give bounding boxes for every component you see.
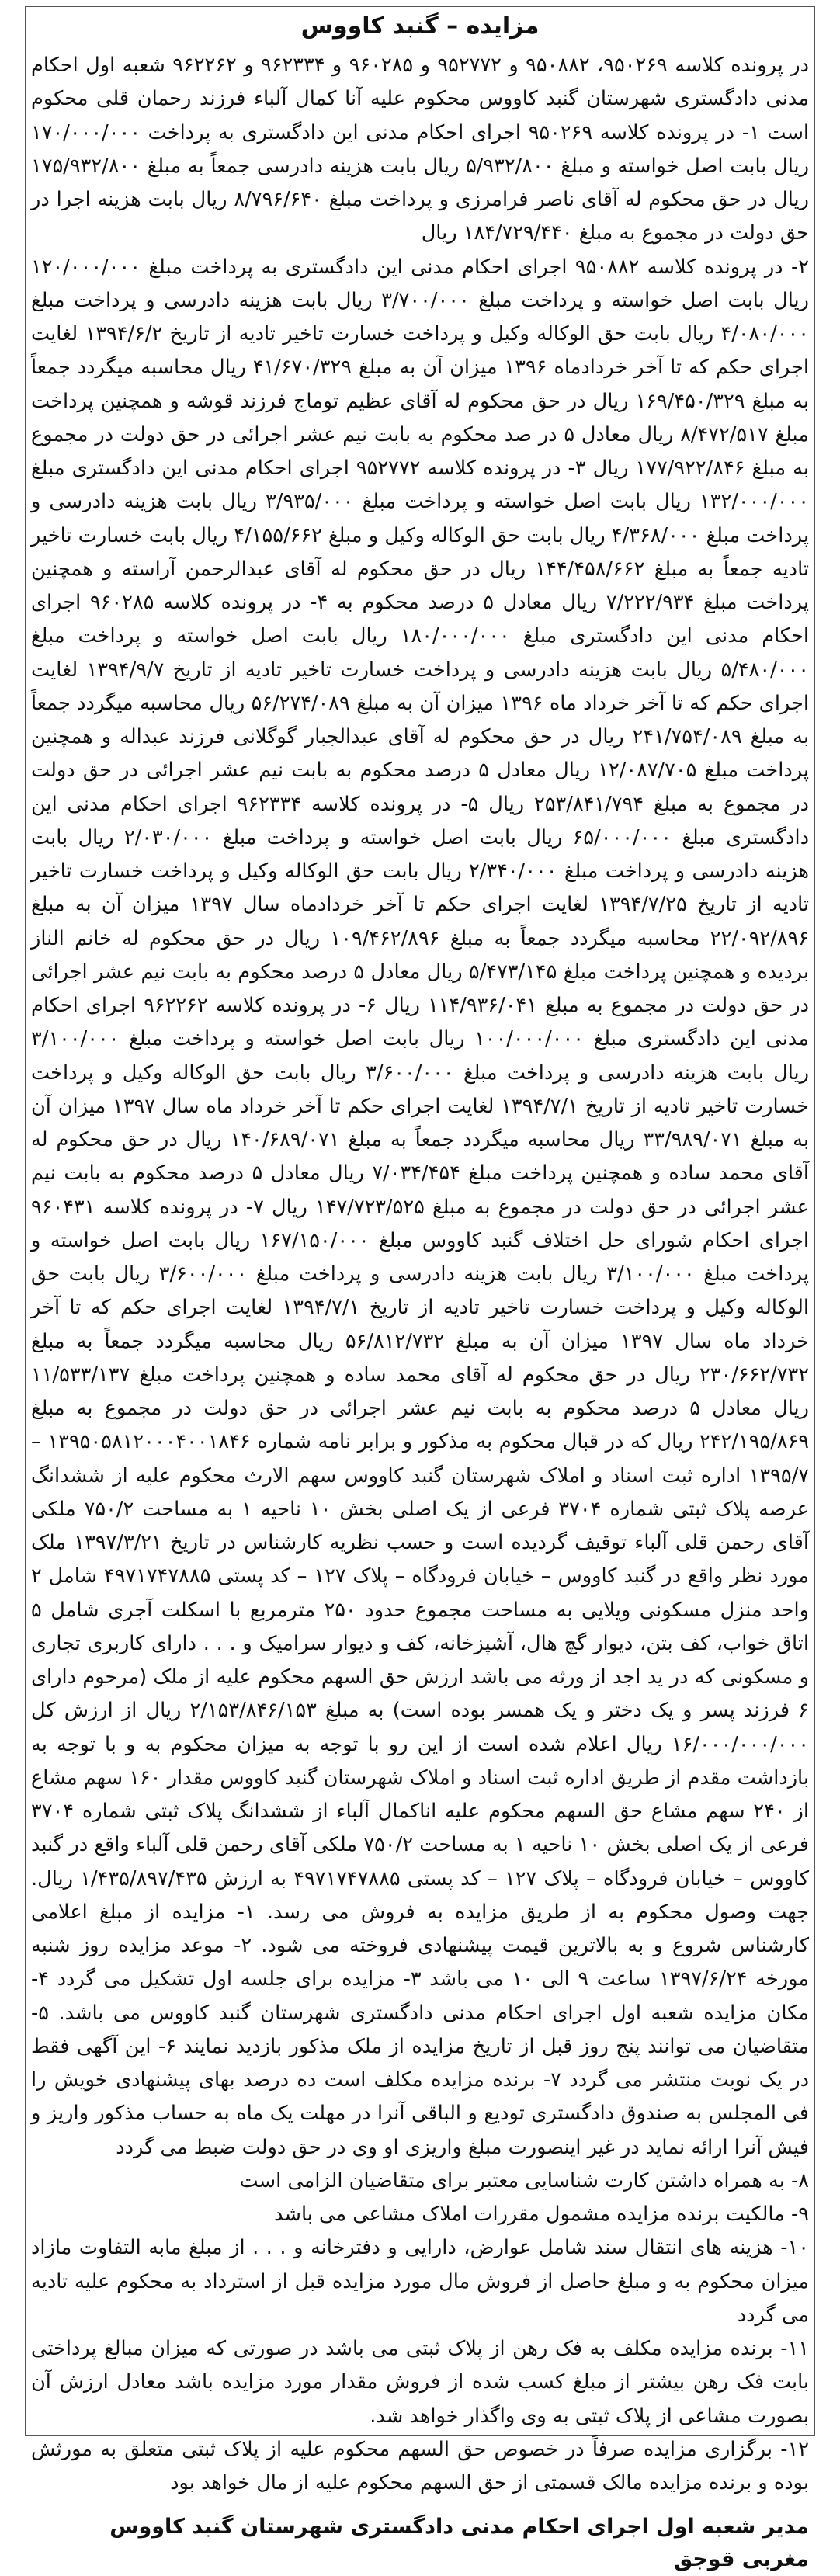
signature-title: مدیر شعبه اول اجرای احکام مدنی دادگستری شهرستان گنبد کاووس: [109, 2515, 809, 2540]
notice-body: [31, 49, 809, 2500]
paragraph-condition-8: ۸- به همراه داشتن کارت شناسایی معتبر برای متقاضیان الزامی است: [239, 2168, 809, 2192]
signature-block: [31, 2511, 809, 2576]
paragraph-case-details: ۲- در پرونده کلاسه ۹۵۰۸۸۲ اجرای احکام مدنی این دادگستری به پرداخت مبلغ ۱۲۰/۰۰۰/۰۰۰ ریال بابت اصل خواسته و پرداخت مبلغ ۳/۷۰۰/۰۰۰ ریال بابت هزینه دادرسی و پرداخت مبلغ ۴/۰۸۰/۰۰۰ ریال بابت حق الوکاله وکیل و پرداخت خسارت تاخیر تادیه از تاریخ ۱۳۹۴/۶/۲ لغایت اجرای حکم که تا آخر خردادماه ۱۳۹۶ میزان آن به مبلغ ۴۱/۶۷۰/۳۲۹ ریال محاسبه میگردد جمعاً به مبلغ ۱۶۹/۴۵۰/۳۲۹ ریال در حق محکوم له آقای عظیم توماج فرزند قوشه و همچنین پرداخت مبلغ ۸/۴۷۲/۵۱۷ ریال معادل ۵ در صد محکوم به بابت نیم عشر اجرائی در حق دولت در مجموع به مبلغ ۱۷۷/۹۲۲/۸۴۶ ریال ۳- در پرونده کلاسه ۹۵۲۷۷۲ اجرای احکام مدنی این دادگستری مبلغ ۱۳۲/۰۰۰/۰۰۰ ریال بابت اصل خواسته و پرداخت مبلغ ۳/۹۳۵/۰۰۰ ریال بابت هزینه دادرسی و پرداخت مبلغ ۴/۳۶۸/۰۰۰ ریال بابت حق الوکاله وکیل و مبلغ ۴/۱۵۵/۶۶۲ ریال بابت خسارت تاخیر تادیه جمعاً به مبلغ ۱۴۴/۴۵۸/۶۶۲ ریال در حق محکوم له آقای عبدالرحمن آراسته و همچنین پرداخت مبلغ ۷/۲۲۲/۹۳۴ ریال معادل ۵ درصد محکوم به ۴- در پرونده کلاسه ۹۶۰۲۸۵ اجرای احکام مدنی این دادگستری مبلغ ۱۸۰/۰۰۰/۰۰۰ ریال بابت اصل خواسته و پرداخت مبلغ ۵/۴۸۰/۰۰۰ ریال بابت هزینه دادرسی و پرداخت خسارت تاخیر تادیه از تاریخ ۱۳۹۴/۹/۷ لغایت اجرای حکم که تا آخر خرداد ماه ۱۳۹۶ میزان آن به مبلغ ۵۶/۲۷۴/۰۸۹ ریال محاسبه میگردد جمعاً به مبلغ ۲۴۱/۷۵۴/۰۸۹ ریال در حق محکوم له آقای عبدالجبار گوگلانی فرزند عبداله و همچنین پرداخت مبلغ ۱۲/۰۸۷/۷۰۵ ریال معادل ۵ درصد محکوم به بابت نیم عشر اجرائی در حق دولت در مجموع به مبلغ ۲۵۳/۸۴۱/۷۹۴ ریال ۵- در پرونده کلاسه ۹۶۲۳۳۴ اجرای احکام مدنی این دادگستری مبلغ ۶۵/۰۰۰/۰۰۰ ریال بابت اصل خواسته و پرداخت مبلغ ۲/۰۳۰/۰۰۰ ریال بابت هزینه دادرسی و پرداخت مبلغ ۲/۳۴۰/۰۰۰ ریال بابت حق الوکاله وکیل و پرداخت خسارت تاخیر تادیه از تاریخ ۱۳۹۴/۷/۲۵ لغایت اجرای حکم تا آخر خردادماه سال ۱۳۹۷ میزان آن به مبلغ ۲۲/۰۹۲/۸۹۶ محاسبه میگردد جمعاً به مبلغ ۱۰۹/۴۶۲/۸۹۶ ریال در حق محکوم له خانم الناز بردیده و همچنین پرداخت مبلغ ۵/۴۷۳/۱۴۵ ریال معادل ۵ درصد محکوم به بابت نیم عشر اجرائی در حق دولت در مجموع به مبلغ ۱۱۴/۹۳۶/۰۴۱ ریال ۶- در پرونده کلاسه ۹۶۲۲۶۲ اجرای احکام مدنی این دادگستری مبلغ ۱۰۰/۰۰۰/۰۰۰ ریال بابت اصل خواسته و پرداخت مبلغ ۳/۱۰۰/۰۰۰ ریال بابت هزینه دادرسی و پرداخت مبلغ ۳/۶۰۰/۰۰۰ ریال بابت حق الوکاله وکیل و پرداخت خسارت تاخیر تادیه از تاریخ ۱۳۹۴/۷/۱ لغایت اجرای حکم تا آخر خرداد ماه سال ۱۳۹۷ میزان آن به مبلغ ۳۳/۹۸۹/۰۷۱ ریال محاسبه میگردد جمعاً به مبلغ ۱۴۰/۶۸۹/۰۷۱ ریال در حق محکوم له آقای محمد ساده و همچنین پرداخت مبلغ ۷/۰۳۴/۴۵۴ ریال معادل ۵ درصد محکوم به بابت نیم عشر اجرائی در حق دولت در مجموع به مبلغ ۱۴۷/۷۲۳/۵۲۵ ریال ۷- در پرونده کلاسه ۹۶۰۴۳۱ اجرای احکام شورای حل اختلاف گنبد کاووس مبلغ ۱۶۷/۱۵۰/۰۰۰ ریال بابت اصل خواسته و پرداخت مبلغ ۳/۱۰۰/۰۰۰ ریال بابت هزینه دادرسی و پرداخت مبلغ ۳/۶۰۰/۰۰۰ ریال بابت حق الوکاله وکیل و پرداخت خسارت تاخیر تادیه از تاریخ ۱۳۹۴/۷/۱ لغایت اجرای حکم که تا آخر خرداد ماه سال ۱۳۹۷ میزان آن به مبلغ ۵۶/۸۱۲/۷۳۲ ریال محاسبه میگردد جمعاً به مبلغ ۲۳۰/۶۶۲/۷۳۲ ریال در حق محکوم له آقای محمد ساده و همچنین پرداخت مبلغ ۱۱/۵۳۳/۱۳۷ ریال معادل ۵ درصد محکوم به بابت نیم عشر اجرائی در حق دولت در مجموع به مبلغ ۲۴۲/۱۹۵/۸۶۹ ریال که در قبال محکوم به مذکور و برابر نامه شماره ۱۳۹۵۰۵۸۱۲۰۰۰۴۰۰۱۸۴۶ – ۱۳۹۵/۷ اداره ثبت اسناد و املاک شهرستان گنبد کاووس سهم الارث محکوم علیه از ششدانگ عرصه پلاک ثبتی شماره ۳۷۰۴ فرعی از یک اصلی بخش ۱۰ ناحیه ۱ به مساحت ۷۵۰/۲ ملکی آقای رحمن قلی آلباء توقیف گردیده است و حسب نظریه کارشناس در تاریخ ۱۳۹۷/۳/۲۱ ملک مورد نظر واقع در گنبد کاووس – خیابان فرودگاه – پلاک ۱۲۷ – کد پستی ۴۹۷۱۷۴۷۸۸۵ شامل ۲ واحد منزل مسکونی ویلایی به مساحت مجموع حدود ۲۵۰ مترمربع با اسکلت آجری شامل ۵ اتاق خواب، کف بتن، دیوار گچ هال، آشپزخانه، کف و دیوار سرامیک و . . . دارای کاربری تجاری و مسکونی که در ید اجد از ورثه می باشد ارزش حق السهم محکوم علیه از ملک (مرحوم دارای ۶ فرزند پسر و یک دختر و یک همسر بوده است) به مبلغ ۲/۱۵۳/۸۴۶/۱۵۳ ریال از ارزش کل ۱۶/۰۰۰/۰۰۰/۰۰۰ ریال اعلام شده است از این رو با توجه به میزان محکوم به و با توجه به بازداشت مقدم از طریق اداره ثبت اسناد و املاک شهرستان گنبد کاووس مقدار ۱۶۰ سهم مشاع از ۲۴۰ سهم مشاع حق السهم محکوم علیه اناکمال آلباء از ششدانگ پلاک ثبتی شماره ۳۷۰۴ فرعی از یک اصلی بخش ۱۰ ناحیه ۱ به مساحت ۷۵۰/۲ ملکی آقای رحمن قلی آلباء واقع در گنبد کاووس – خیابان فرودگاه – پلاک ۱۲۷ – کد پستی ۴۹۷۱۷۴۷۸۸۵ به ارزش ۱/۴۳۵/۸۹۷/۴۳۵ ریال. جهت وصول محکوم به از طریق مزایده به فروش می رسد. ۱- مزایده از مبلغ اعلامی کارشناس شروع و به بالاترین قیمت پیشنهادی فروخته می شود. ۲- موعد مزایده روز شنبه مورخه ۱۳۹۷/۶/۲۴ ساعت ۹ الی ۱۰ می باشد ۳- مزایده برای جلسه اول تشکیل می گردد ۴- مکان مزایده شعبه اول اجرای احکام مدنی دادگستری شهرستان گنبد کاووس می باشد. ۵- متقاضیان می توانند پنج روز قبل از تاریخ مزایده از ملک مذکور بازدید نمایند ۶- این آگهی فقط در یک نوبت منتشر می گردد ۷- برنده مزایده مکلف است ده درصد بهای پیشنهادی خویش را فی المجلس به صندوق دادگستری تودیع و الباقی آنرا در مهلت یک ماه به حساب مذکور واریز و فیش آنرا ارائه نماید در غیر اینصورت مبلغ واریزی او وی در حق دولت ضبط می گردد: [31, 255, 810, 2159]
paragraph-condition-11: ۱۱- برنده مزایده مکلف به فک رهن از پلاک ثبتی می باشد در صورتی که میزان مبالغ پرداختی بابت فک رهن بیشتر از مبلغ کسب شده از فروش مقدار مورد مزایده باشد معادل ارزش آن بصورت مشاعی از پلاک ثبتی به وی واگذار خواهد شد.: [31, 2337, 809, 2428]
signature-name: مغربی قوجق: [673, 2547, 809, 2572]
paragraph-condition-9: ۹- مالکیت برنده مزایده مشمول مقررات املاک مشاعی می باشد: [274, 2203, 809, 2226]
paragraph-main: در پرونده کلاسه ۹۵۰۲۶۹، ۹۵۰۸۸۲ و ۹۵۲۷۷۲ و ۹۶۰۲۸۵ و ۹۶۲۳۳۴ و ۹۶۲۲۶۲ شعبه اول احکام مدنی دادگستری شهرستان گنبد کاووس محکوم علیه آنا کمال آلباء فرزند رحمان قلی محکوم است ۱- در پرونده کلاسه ۹۵۰۲۶۹ اجرای احکام مدنی این دادگستری به پرداخت ۱۷۰/۰۰۰/۰۰۰ ریال بابت اصل خواسته و مبلغ ۵/۹۳۲/۸۰۰ ریال بابت هزینه دادرسی جمعاً به مبلغ ۱۷۵/۹۳۲/۸۰۰ ریال در حق محکوم له آقای ناصر فرامرزی و پرداخت مبلغ ۸/۷۹۶/۶۴۰ ریال بابت هزینه اجرا در حق دولت در مجموع به مبلغ ۱۸۴/۷۲۹/۴۴۰ ریال: [31, 54, 810, 245]
paragraph-condition-12: ۱۲- برگزاری مزایده صرفاً در خصوص حق السهم محکوم علیه از پلاک ثبتی متعلق به مورثش بوده و برنده مزایده مالک قسمتی از حق السهم محکوم علیه از مال خواهد بود: [31, 2437, 809, 2494]
paragraph-condition-10: ۱۰- هزینه های انتقال سند شامل عوارض، دارایی و دفترخانه و . . . از مبلغ مابه التفاوت مازاد میزان محکوم به و مبلغ حاصل از فروش مال مورد مزایده قبل از استرداد به محکوم علیه تادیه می گردد: [31, 2236, 809, 2327]
notice-title: مزایده – گنبد کاووس: [300, 12, 540, 40]
